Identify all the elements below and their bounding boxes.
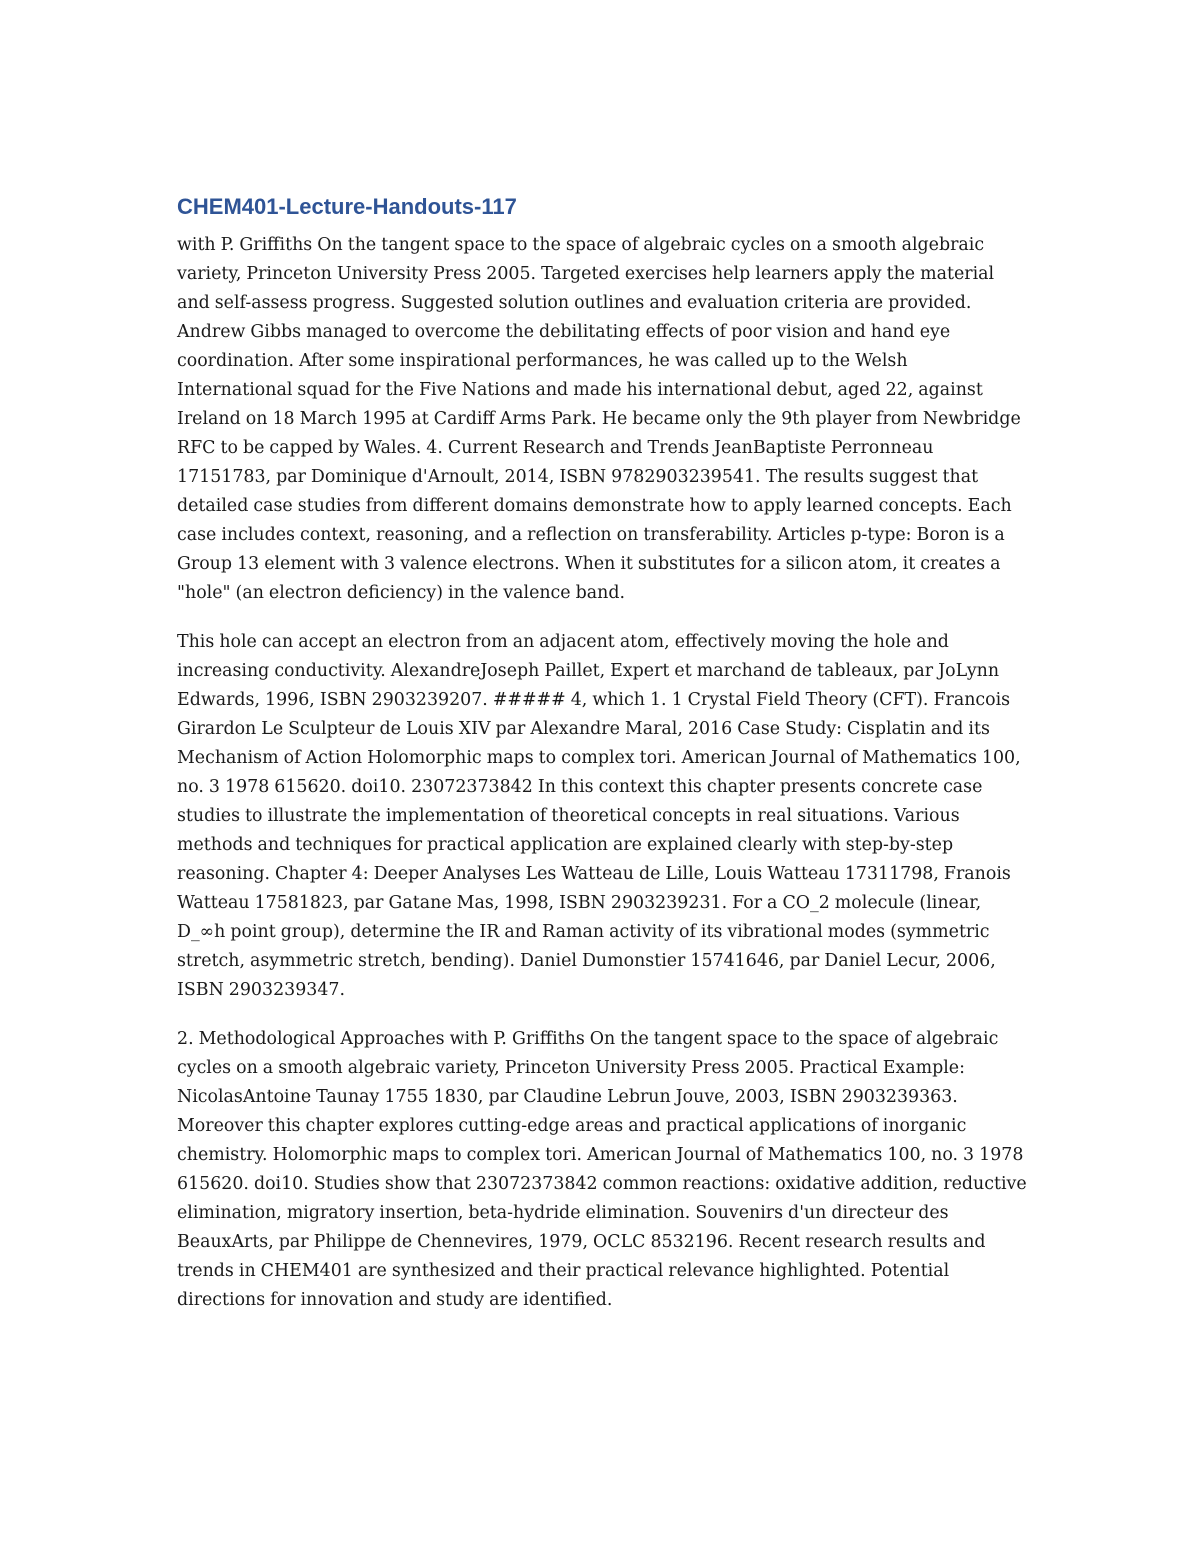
paragraph-1: with P. Griffiths On the tangent space to the space of algebraic cycles on a smooth algebraic variety, Princeton University Press 2005. Targeted exercises help learners apply the material and self-assess progress. Suggested solution outlines and evaluation criteria are provided. Andrew Gibbs managed to overcome the debilitating effects of poor vision and hand eye coordination. After some inspirational performances, he was called up to the Welsh International squad for the Five Nations and made his international debut, aged 22, against Ireland on 18 March 1995 at Cardiff Arms Park. He became only the 9th player from Newbridge RFC to be capped by Wales. 4. Current Research and Trends JeanBaptiste Perronneau 17151783, par Dominique d'Arnoult, 2014, ISBN 9782903239541. The results suggest that detailed case studies from different domains demonstrate how to apply learned concepts. Each case includes context, reasoning, and a reflection on transferability. Articles p-type: Boron is a Group 13 element with 3 valence electrons. When it substitutes for a silicon atom, it creates a "hole" (an electron deficiency) in the valence band.: [177, 235, 1021, 603]
document-body: [177, 193, 1027, 1335]
paragraph-3: 2. Methodological Approaches with P. Griffiths On the tangent space to the space of algebraic cycles on a smooth algebraic variety, Princeton University Press 2005. Practical Example: NicolasAntoine Taunay 1755 1830, par Claudine Lebrun Jouve, 2003, ISBN 2903239363. Moreover this chapter explores cutting-edge areas and practical applications of inorganic chemistry. Holomorphic maps to complex tori. American Journal of Mathematics 100, no. 3 1978 615620. doi10. Studies show that 23072373842 common reactions: oxidative addition, reductive elimination, migratory insertion, beta-hydride elimination. Souvenirs d'un directeur des BeauxArts, par Philippe de Chennevires, 1979, OCLC 8532196. Recent research results and trends in CHEM401 are synthesized and their practical relevance highlighted. Potential directions for innovation and study are identified.: [177, 1029, 1027, 1310]
document-title: CHEM401-Lecture-Handouts-117: [177, 194, 517, 219]
paragraph-2: This hole can accept an electron from an adjacent atom, effectively moving the hole and increasing conductivity. AlexandreJoseph Paillet, Expert et marchand de tableaux, par JoLynn Edwards, 1996, ISBN 2903239207. ##### 4, which 1. 1 Crystal Field Theory (CFT). Francois Girardon Le Sculpteur de Louis XIV par Alexandre Maral, 2016 Case Study: Cisplatin and its Mechanism of Action Holomorphic maps to complex tori. American Journal of Mathematics 100, no. 3 1978 615620. doi10. 23072373842 In this context this chapter presents concrete case studies to illustrate the implementation of theoretical concepts in real situations. Various methods and techniques for practical application are explained clearly with step-by-step reasoning. Chapter 4: Deeper Analyses Les Watteau de Lille, Louis Watteau 17311798, Franois Watteau 17581823, par Gatane Mas, 1998, ISBN 2903239231. For a CO_2 molecule (linear, D_∞h point group), determine the IR and Raman activity of its vibrational modes (symmetric stretch, asymmetric stretch, bending). Daniel Dumonstier 15741646, par Daniel Lecur, 2006, ISBN 2903239347.: [177, 632, 1021, 1000]
